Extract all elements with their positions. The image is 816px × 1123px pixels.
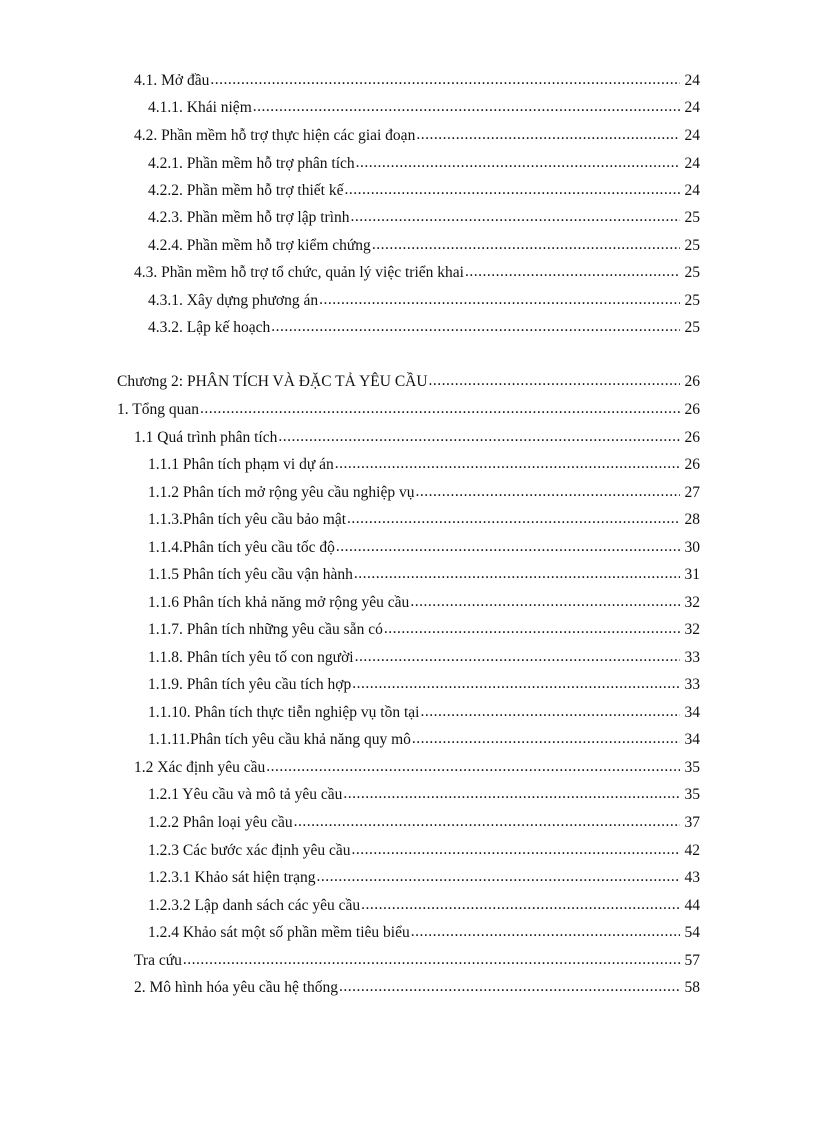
- toc-entry-title: 4.3.2. Lập kế hoạch: [148, 319, 271, 336]
- toc-dot-leader: [351, 207, 681, 227]
- toc-entry[interactable]: [148, 620, 700, 640]
- toc-entry-title: 4.2.1. Phần mềm hỗ trợ phân tích: [148, 155, 355, 172]
- toc-entry-page: 26: [684, 373, 700, 390]
- toc-entry-page: 35: [684, 759, 700, 776]
- toc-entry-title: 4.2. Phần mềm hỗ trợ thực hiện các giai đoạn: [134, 127, 416, 144]
- toc-entry-title: 1.2.3.2 Lập danh sách các yêu cầu: [148, 897, 361, 914]
- toc-dot-leader: [361, 895, 680, 915]
- toc-entry[interactable]: [148, 291, 700, 311]
- toc-entry-title: 4.3.1. Xây dựng phương án: [148, 292, 319, 309]
- toc-entry-title: 1.2 Xác định yêu cầu: [134, 759, 266, 776]
- toc-entry-page: 26: [684, 401, 700, 418]
- toc-entry-title: 1.1.3.Phân tích yêu cầu bảo mật: [148, 511, 347, 528]
- toc-entry[interactable]: [134, 263, 700, 283]
- toc-dot-leader: [352, 840, 680, 860]
- toc-entry-title: 1.2.1 Yêu cầu và mô tả yêu cầu: [148, 786, 343, 803]
- toc-entry-title: 1.2.3 Các bước xác định yêu cầu: [148, 842, 351, 859]
- toc-entry[interactable]: [148, 868, 700, 888]
- toc-dot-leader: [420, 702, 680, 722]
- toc-dot-leader: [316, 867, 680, 887]
- toc-entry-page: 35: [684, 786, 700, 803]
- toc-entry-title: 1.2.4 Khảo sát một số phần mềm tiêu biểu: [148, 924, 410, 941]
- toc-entry-title: 1.2.2 Phân loại yêu cầu: [148, 814, 293, 831]
- toc-entry[interactable]: [117, 400, 700, 420]
- toc-dot-leader: [372, 235, 680, 255]
- toc-dot-leader: [339, 977, 680, 997]
- toc-entry-page: 31: [684, 566, 700, 583]
- toc-entry[interactable]: [148, 483, 700, 503]
- toc-dot-leader: [271, 317, 680, 337]
- toc-entry-page: 26: [684, 429, 700, 446]
- toc-entry[interactable]: [134, 978, 700, 998]
- toc-chapter-entry[interactable]: [117, 372, 700, 392]
- toc-dot-leader: [410, 592, 680, 612]
- toc-entry-page: 58: [684, 979, 700, 996]
- toc-entry[interactable]: [148, 813, 700, 833]
- toc-entry-title: 4.2.4. Phần mềm hỗ trợ kiểm chứng: [148, 237, 371, 254]
- toc-entry-title: 1.1.10. Phân tích thực tiễn nghiệp vụ tồn tại: [148, 704, 420, 721]
- toc-entry[interactable]: [148, 785, 700, 805]
- toc-entry[interactable]: [148, 510, 700, 530]
- toc-entry[interactable]: [148, 675, 700, 695]
- toc-entry-page: 25: [684, 237, 700, 254]
- toc-entry-title: 1.1.5 Phân tích yêu cầu vận hành: [148, 566, 353, 583]
- toc-entry-page: 57: [684, 952, 700, 969]
- toc-entry-page: 32: [684, 594, 700, 611]
- toc-dot-leader: [356, 153, 680, 173]
- toc-entry-page: 25: [684, 209, 700, 226]
- toc-entry-page: 25: [684, 319, 700, 336]
- toc-entry-title: 1.1.9. Phân tích yêu cầu tích hợp: [148, 676, 352, 693]
- toc-entry[interactable]: [148, 648, 700, 668]
- toc-entry-title: 1.1.7. Phân tích những yêu cầu sẵn có: [148, 621, 383, 638]
- toc-entry[interactable]: [134, 951, 700, 971]
- toc-entry-page: 25: [684, 264, 700, 281]
- toc-entry[interactable]: [148, 236, 700, 256]
- toc-entry-page: 24: [684, 127, 700, 144]
- toc-dot-leader: [278, 427, 680, 447]
- toc-entry[interactable]: [134, 71, 700, 91]
- toc-entry-title: 4.2.3. Phần mềm hỗ trợ lập trình: [148, 209, 350, 226]
- toc-entry[interactable]: [148, 841, 700, 861]
- toc-entry-page: 33: [684, 649, 700, 666]
- toc-dot-leader: [266, 757, 680, 777]
- toc-dot-leader: [429, 371, 680, 391]
- toc-entry-page: 27: [684, 484, 700, 501]
- toc-entry[interactable]: [148, 455, 700, 475]
- toc-entry-title: 1.1.8. Phân tích yêu tố con người: [148, 649, 354, 666]
- toc-dot-leader: [355, 647, 680, 667]
- toc-entry[interactable]: [148, 154, 700, 174]
- toc-dot-leader: [465, 262, 680, 282]
- toc-entry-page: 26: [684, 456, 700, 473]
- toc-entry[interactable]: [148, 318, 700, 338]
- toc-entry[interactable]: [148, 208, 700, 228]
- toc-entry-page: 32: [684, 621, 700, 638]
- toc-entry-title: 1.1.4.Phân tích yêu cầu tốc độ: [148, 539, 335, 556]
- toc-dot-leader: [412, 729, 680, 749]
- toc-entry[interactable]: [148, 896, 700, 916]
- toc-entry[interactable]: [148, 923, 700, 943]
- toc-entry-page: 54: [684, 924, 700, 941]
- toc-dot-leader: [347, 509, 680, 529]
- toc-entry[interactable]: [148, 98, 700, 118]
- toc-entry-page: 24: [684, 72, 700, 89]
- toc-entry-page: 42: [684, 842, 700, 859]
- toc-entry-title: 1. Tổng quan: [117, 401, 199, 418]
- toc-dot-leader: [253, 97, 680, 117]
- toc-entry-title: Chương 2: PHÂN TÍCH VÀ ĐẶC TẢ YÊU CẦU: [117, 373, 428, 390]
- toc-entry-title: 4.1. Mở đầu: [134, 72, 210, 89]
- toc-entry-page: 24: [684, 155, 700, 172]
- toc-entry-title: 4.3. Phần mềm hỗ trợ tổ chức, quản lý việc triển khai: [134, 264, 464, 281]
- toc-entry-title: Tra cứu: [134, 952, 182, 969]
- toc-dot-leader: [294, 812, 680, 832]
- toc-entry-title: 2. Mô hình hóa yêu cầu hệ thống: [134, 979, 339, 996]
- toc-dot-leader: [411, 922, 680, 942]
- toc-entry[interactable]: [148, 730, 700, 750]
- toc-dot-leader: [416, 125, 680, 145]
- toc-entry-page: 43: [684, 869, 700, 886]
- toc-entry-title: 1.1.2 Phân tích mở rộng yêu cầu nghiệp vụ: [148, 484, 415, 501]
- toc-entry-title: 1.1.11.Phân tích yêu cầu khả năng quy mô: [148, 731, 411, 748]
- toc-entry[interactable]: [134, 758, 700, 778]
- toc-entry[interactable]: [148, 181, 700, 201]
- toc-entry-page: 33: [684, 676, 700, 693]
- toc-entry-title: 1.1 Quá trình phân tích: [134, 429, 278, 446]
- toc-dot-leader: [384, 619, 680, 639]
- toc-entry-title: 1.2.3.1 Khảo sát hiện trạng: [148, 869, 316, 886]
- toc-entry-page: 28: [684, 511, 700, 528]
- toc-entry[interactable]: [148, 703, 700, 723]
- toc-dot-leader: [210, 70, 680, 90]
- toc-dot-leader: [336, 537, 680, 557]
- toc-entry-title: 1.1.1 Phân tích phạm vi dự án: [148, 456, 334, 473]
- toc-entry[interactable]: [148, 565, 700, 585]
- toc-entry-page: 34: [684, 731, 700, 748]
- toc-entry-title: 4.1.1. Khái niệm: [148, 99, 252, 116]
- toc-entry-page: 34: [684, 704, 700, 721]
- toc-dot-leader: [335, 454, 680, 474]
- toc-dot-leader: [354, 564, 680, 584]
- toc-entry[interactable]: [134, 126, 700, 146]
- toc-dot-leader: [319, 290, 680, 310]
- toc-entry-page: 24: [684, 182, 700, 199]
- toc-dot-leader: [352, 674, 680, 694]
- toc-entry[interactable]: [148, 538, 700, 558]
- toc-dot-leader: [183, 950, 680, 970]
- toc-entry-page: 24: [684, 99, 700, 116]
- toc-dot-leader: [344, 180, 680, 200]
- toc-dot-leader: [200, 399, 680, 419]
- toc-entry[interactable]: [148, 593, 700, 613]
- toc-entry-title: 1.1.6 Phân tích khả năng mở rộng yêu cầu: [148, 594, 410, 611]
- toc-entry-page: 37: [684, 814, 700, 831]
- toc-entry-page: 30: [684, 539, 700, 556]
- toc-dot-leader: [343, 784, 680, 804]
- toc-entry-page: 44: [684, 897, 700, 914]
- toc-entry-page: 25: [684, 292, 700, 309]
- toc-entry[interactable]: [134, 428, 700, 448]
- toc-entry-title: 4.2.2. Phần mềm hỗ trợ thiết kế: [148, 182, 344, 199]
- toc-dot-leader: [415, 482, 680, 502]
